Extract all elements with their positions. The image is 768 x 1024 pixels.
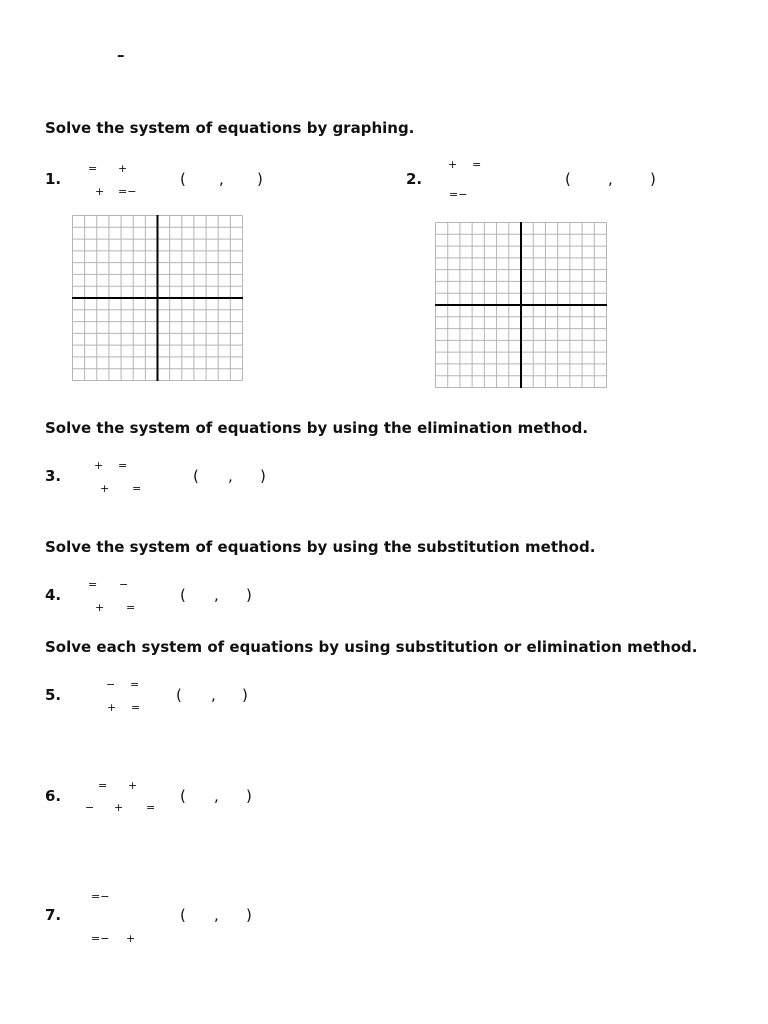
problem-1-number: 1. — [45, 170, 62, 188]
problem-5-symbol: = — [131, 701, 141, 714]
problem-4-answer-close: ) — [246, 586, 252, 604]
problem-4-answer-open: ( — [180, 586, 186, 604]
problem-1-symbol: =− — [118, 185, 137, 198]
problem-1-symbol: + — [95, 185, 105, 198]
problem-6-symbol: = — [98, 779, 108, 792]
problem-7-symbol: =− — [91, 890, 110, 903]
problem-3-symbol: = — [132, 482, 142, 495]
problem-6-number: 6. — [45, 787, 62, 805]
problem-4-symbol: = — [88, 578, 98, 591]
section-heading-graphing: Solve the system of equations by graphing. — [45, 119, 415, 137]
problem-6-symbol: = — [146, 801, 156, 814]
problem-3-symbol: + — [94, 459, 104, 472]
section-heading-either: Solve each system of equations by using substitution or elimination method. — [45, 638, 698, 656]
problem-4-symbol: − — [119, 578, 129, 591]
problem-6-answer-comma: , — [214, 787, 219, 805]
graph-grid-2[interactable] — [435, 222, 607, 388]
problem-2-symbol: = — [472, 158, 482, 171]
header-dash: – — [117, 46, 125, 64]
problem-7-number: 7. — [45, 906, 62, 924]
problem-7-symbol: =− — [91, 932, 110, 945]
problem-4-number: 4. — [45, 586, 62, 604]
problem-1-symbol: + — [118, 162, 128, 175]
problem-1-answer-open: ( — [180, 170, 186, 188]
problem-6-symbol: + — [128, 779, 138, 792]
problem-6-symbol: + — [114, 801, 124, 814]
problem-3-symbol: = — [118, 459, 128, 472]
section-heading-elimination: Solve the system of equations by using the elimination method. — [45, 419, 589, 437]
graph-grid-1[interactable] — [72, 215, 243, 381]
problem-2-symbol: + — [448, 158, 458, 171]
problem-4-symbol: + — [95, 601, 105, 614]
problem-5-number: 5. — [45, 686, 62, 704]
problem-3-symbol: + — [100, 482, 110, 495]
problem-7-answer-open: ( — [180, 906, 186, 924]
problem-2-answer-open: ( — [565, 170, 571, 188]
problem-4-symbol: = — [126, 601, 136, 614]
problem-6-answer-close: ) — [246, 787, 252, 805]
problem-5-symbol: = — [130, 678, 140, 691]
problem-2-number: 2. — [406, 170, 423, 188]
problem-2-symbol: =− — [449, 188, 468, 201]
problem-6-symbol: − — [85, 801, 95, 814]
problem-2-answer-comma: , — [608, 170, 613, 188]
problem-4-answer-comma: , — [214, 586, 219, 604]
problem-7-answer-comma: , — [214, 906, 219, 924]
problem-5-answer-close: ) — [242, 686, 248, 704]
problem-3-answer-comma: , — [228, 467, 233, 485]
problem-3-number: 3. — [45, 467, 62, 485]
problem-1-symbol: = — [88, 162, 98, 175]
problem-5-answer-open: ( — [176, 686, 182, 704]
problem-5-symbol: − — [106, 678, 116, 691]
problem-1-answer-comma: , — [219, 170, 224, 188]
problem-3-answer-close: ) — [260, 467, 266, 485]
problem-7-symbol: + — [126, 932, 136, 945]
problem-3-answer-open: ( — [193, 467, 199, 485]
problem-5-answer-comma: , — [211, 686, 216, 704]
problem-1-answer-close: ) — [257, 170, 263, 188]
problem-6-answer-open: ( — [180, 787, 186, 805]
problem-7-answer-close: ) — [246, 906, 252, 924]
problem-2-answer-close: ) — [650, 170, 656, 188]
section-heading-substitution: Solve the system of equations by using the substitution method. — [45, 538, 596, 556]
problem-5-symbol: + — [107, 701, 117, 714]
